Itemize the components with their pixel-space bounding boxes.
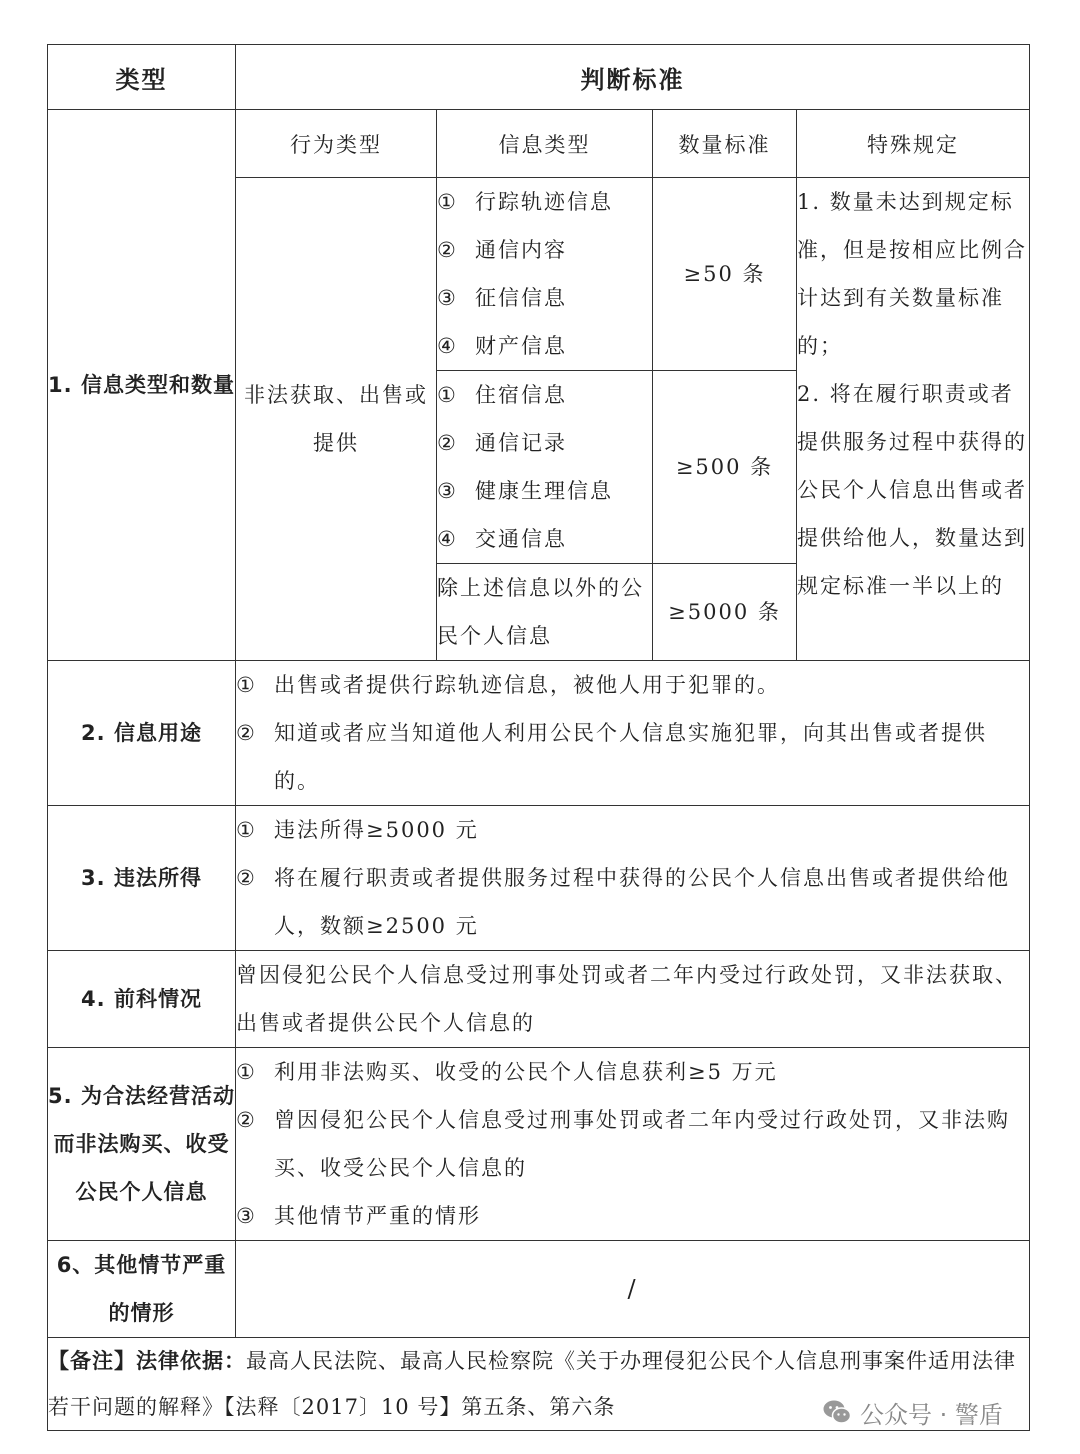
header-criteria: 判断标准 xyxy=(236,45,1030,110)
row1-group2-info xyxy=(437,371,653,564)
subheader-row xyxy=(48,110,1030,178)
subheader-special: 特殊规定 xyxy=(797,110,1030,178)
list-item: ③ 其他情节严重的情形 xyxy=(236,1204,481,1228)
row1-behavior: 非法获取、出售或提供 xyxy=(236,178,437,661)
row3 xyxy=(48,806,1030,951)
list-item: ① 行踪轨迹信息 xyxy=(437,190,613,214)
row1-group3-quantity: ≥5000 条 xyxy=(653,564,797,661)
list-item: ② 曾因侵犯公民个人信息受过刑事处罚或者二年内受过行政处罚，又非法购买、收受公民个人信息的 xyxy=(236,1108,1010,1180)
note-text: 最高人民法院、最高人民检察院《关于办理侵犯公民个人信息刑事案件适用法律若干问题的解释》【法释〔2017〕10 号】第五条、第六条 xyxy=(48,1349,1016,1419)
list-item: ① 住宿信息 xyxy=(437,383,567,407)
list-item: ③ 健康生理信息 xyxy=(437,479,613,503)
row5-content xyxy=(236,1048,1030,1241)
row1-group1-info xyxy=(437,178,653,371)
special-rule-2: 2. 将在履行职责或者提供服务过程中获得的公民个人信息出售或者提供给他人，数量达到规定标准一半以上的 xyxy=(797,382,1027,598)
row1-type: 1. 信息类型和数量 xyxy=(48,110,236,661)
subheader-info-type: 信息类型 xyxy=(437,110,653,178)
row2 xyxy=(48,661,1030,806)
wechat-icon xyxy=(822,1398,852,1426)
row4 xyxy=(48,951,1030,1048)
note-prefix: 【备注】法律依据： xyxy=(48,1349,246,1373)
watermark xyxy=(822,1392,1003,1432)
list-item: ② 通信记录 xyxy=(437,431,567,455)
row6 xyxy=(48,1241,1030,1338)
special-rule-1: 1. 数量未达到规定标准，但是按相应比例合计达到有关数量标准的； xyxy=(797,190,1027,358)
row4-content: 曾因侵犯公民个人信息受过刑事处罚或者二年内受过行政处罚，又非法获取、出售或者提供公民个人信息的 xyxy=(236,951,1030,1048)
list-item: ① 利用非法购买、收受的公民个人信息获利≥5 万元 xyxy=(236,1060,778,1084)
row4-type: 4. 前科情况 xyxy=(48,951,236,1048)
row1-special xyxy=(797,178,1030,661)
row6-type: 6、其他情节严重的情形 xyxy=(48,1241,236,1338)
list-item: ④ 交通信息 xyxy=(437,527,567,551)
subheader-behavior: 行为类型 xyxy=(236,110,437,178)
list-item: ④ 财产信息 xyxy=(437,334,567,358)
list-item: ① 出售或者提供行踪轨迹信息，被他人用于犯罪的。 xyxy=(236,673,780,697)
row1-group1-quantity: ≥50 条 xyxy=(653,178,797,371)
row2-type: 2. 信息用途 xyxy=(48,661,236,806)
row1-group3-info: 除上述信息以外的公民个人信息 xyxy=(437,564,653,661)
header-type: 类型 xyxy=(48,45,236,110)
watermark-text: 公众号 · 警盾 xyxy=(860,1400,1003,1429)
header-row xyxy=(48,45,1030,110)
list-item: ② 将在履行职责或者提供服务过程中获得的公民个人信息出售或者提供给他人，数额≥2500 元 xyxy=(236,866,1010,938)
row2-content xyxy=(236,661,1030,806)
list-item: ② 知道或者应当知道他人利用公民个人信息实施犯罪，向其出售或者提供的。 xyxy=(236,721,987,793)
criteria-table xyxy=(47,44,1030,1431)
row5-type: 5. 为合法经营活动而非法购买、收受公民个人信息 xyxy=(48,1048,236,1241)
subheader-quantity: 数量标准 xyxy=(653,110,797,178)
row5 xyxy=(48,1048,1030,1241)
list-item: ③ 征信信息 xyxy=(437,286,567,310)
list-item: ① 违法所得≥5000 元 xyxy=(236,818,479,842)
row3-type: 3. 违法所得 xyxy=(48,806,236,951)
list-item: ② 通信内容 xyxy=(437,238,567,262)
row6-content: / xyxy=(236,1241,1030,1338)
row3-content xyxy=(236,806,1030,951)
row1-group2-quantity: ≥500 条 xyxy=(653,371,797,564)
